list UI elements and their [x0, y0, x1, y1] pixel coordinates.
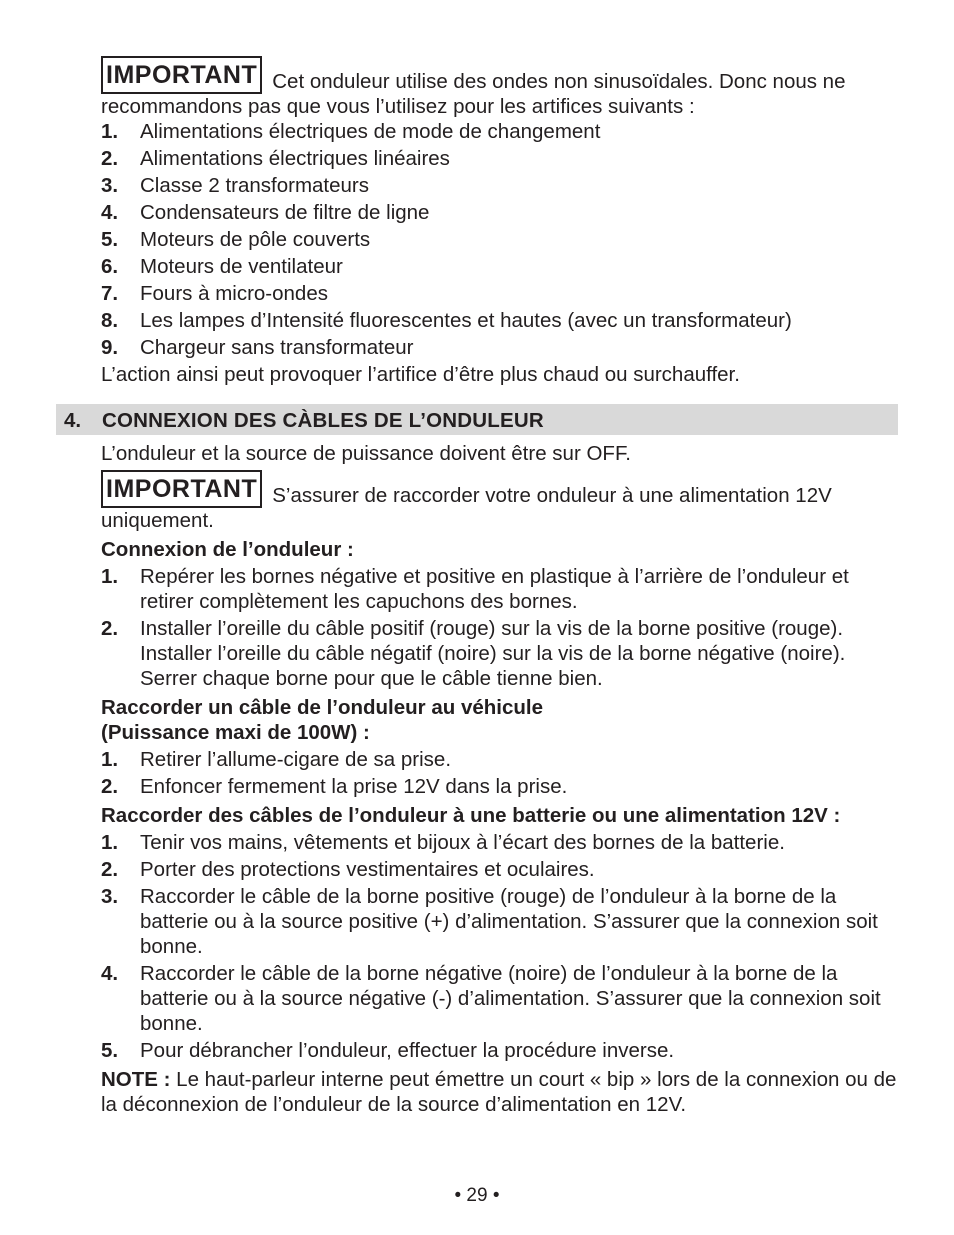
list-item: 4. Raccorder le câble de la borne négative (noire) de l’onduleur à la borne de la batterie ou à la source négative (-) d’alimentation. S’assurer que la connexion soit bonne.: [101, 962, 881, 1035]
note-label: NOTE :: [101, 1068, 171, 1091]
top-block: [101, 56, 901, 387]
important-paragraph-1: [101, 56, 901, 119]
list-item: 8. Les lampes d’Intensité fluorescentes et hautes (avec un transformateur): [101, 309, 792, 332]
incompatible-devices-list: [101, 119, 901, 360]
connect-heading: Connexion de l’onduleur :: [101, 538, 354, 561]
list-item: 5. Pour débrancher l’onduleur, effectuer la procédure inverse.: [101, 1039, 675, 1062]
connect-list: [101, 564, 901, 691]
battery-heading: Raccorder des câbles de l’onduleur à une batterie ou une alimentation 12V :: [101, 804, 841, 827]
page-number: • 29 •: [454, 1185, 500, 1206]
off-note: L’onduleur et la source de puissance doivent être sur OFF.: [101, 442, 631, 465]
battery-list: [101, 830, 901, 1063]
important-text: S’assurer de raccorder votre onduleur à une alimentation 12V uniquement.: [101, 484, 832, 532]
list-item: 5. Moteurs de pôle couverts: [101, 228, 371, 251]
closing-text: L’action ainsi peut provoquer l’artifice d’être plus chaud ou surchauffer.: [101, 363, 740, 386]
section-header: [56, 404, 898, 435]
list-item: 2. Porter des protections vestimentaires et oculaires.: [101, 858, 595, 881]
section-title: CONNEXION DES CÀBLES DE L’ONDULEUR: [102, 409, 544, 432]
important-badge: IMPORTANT: [101, 56, 262, 94]
list-item: 1. Alimentations électriques de mode de changement: [101, 120, 601, 143]
important-badge: IMPORTANT: [101, 470, 262, 508]
list-item: 1. Tenir vos mains, vêtements et bijoux à l’écart des bornes de la batterie.: [101, 831, 785, 854]
list-item: 4. Condensateurs de filtre de ligne: [101, 201, 430, 224]
vehicle-heading: Raccorder un câble de l’onduleur au véhicule: [101, 696, 544, 719]
list-item: 6. Moteurs de ventilateur: [101, 255, 343, 278]
list-item: 9. Chargeur sans transformateur: [101, 336, 414, 359]
list-item: 1. Repérer les bornes négative et positive en plastique à l’arrière de l’onduleur et retirer complètement les capuchons des bornes.: [101, 565, 849, 613]
list-item: 1. Retirer l’allume-cigare de sa prise.: [101, 748, 452, 771]
list-item: 3. Raccorder le câble de la borne positive (rouge) de l’onduleur à la borne de la batterie ou à la source positive (+) d’alimentation. S’assurer que la connexion soit bonne.: [101, 885, 878, 958]
list-item: 2. Enfoncer fermement la prise 12V dans la prise.: [101, 775, 568, 798]
list-item: 2. Installer l’oreille du câble positif (rouge) sur la vis de la borne positive (rouge). Installer l’oreille du câble négatif (noire) sur la vis de la borne négative (noire). Serrer chaque borne pour que le câble tienne bien.: [101, 617, 846, 690]
section-number: 4.: [64, 409, 82, 432]
section-body: [101, 441, 901, 1117]
important-text: Cet onduleur utilise des ondes non sinusoïdales. Donc nous ne recommandons pas que vous l’utilisez pour les artifices suivants :: [101, 70, 846, 118]
vehicle-heading-power: (Puissance maxi de 100W) :: [101, 721, 370, 744]
vehicle-list: [101, 747, 901, 799]
note-paragraph: [101, 1067, 901, 1117]
note-text: Le haut-parleur interne peut émettre un court « bip » lors de la connexion ou de la déconnexion de l’onduleur de la source d’alimentation en 12V.: [101, 1068, 897, 1116]
list-item: 7. Fours à micro-ondes: [101, 282, 328, 305]
important-paragraph-2: [101, 470, 901, 533]
list-item: 3. Classe 2 transformateurs: [101, 174, 370, 197]
list-item: 2. Alimentations électriques linéaires: [101, 147, 450, 170]
